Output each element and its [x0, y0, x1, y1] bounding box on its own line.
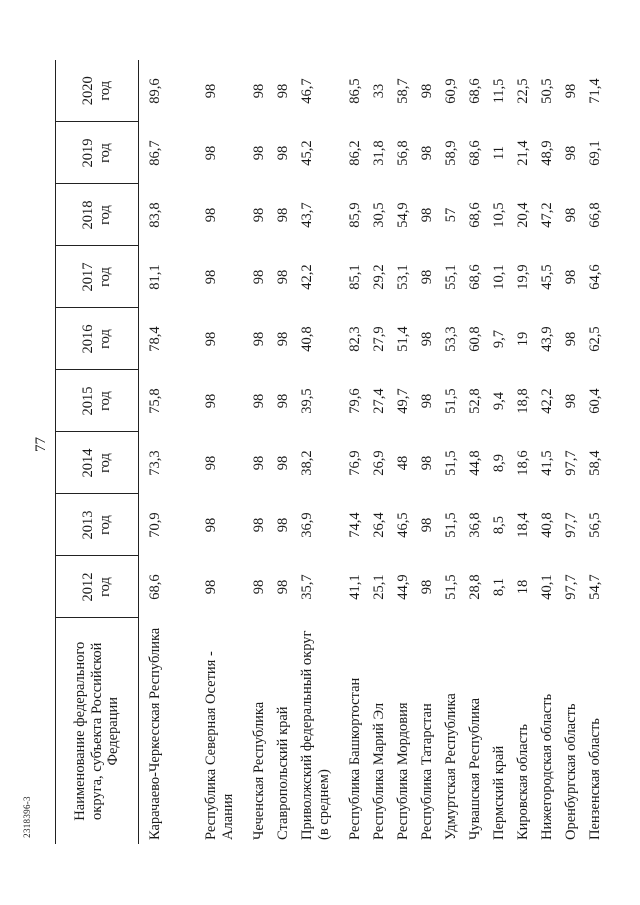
- value-cell: 60,4: [587, 388, 603, 414]
- table-header-row: [56, 60, 139, 844]
- value-cell: 98: [251, 579, 267, 595]
- value-cell: 43,9: [539, 326, 555, 352]
- value-cell: 98: [203, 393, 219, 409]
- value-cell: 27,4: [371, 388, 387, 414]
- value-cell: 98: [251, 207, 267, 223]
- value-cell: 49,7: [395, 388, 411, 414]
- value-cell: 8,1: [491, 577, 507, 597]
- value-cell: 81,1: [147, 264, 163, 290]
- value-cell: 98: [275, 331, 291, 347]
- value-cell: 98: [563, 269, 579, 285]
- value-cell: 26,9: [371, 450, 387, 476]
- value-cell: 98: [251, 269, 267, 285]
- value-cell: 98: [203, 207, 219, 223]
- value-cell: 52,8: [467, 388, 483, 414]
- value-cell: 25,1: [371, 574, 387, 600]
- value-cell: 70,9: [147, 512, 163, 538]
- value-cell: 28,8: [467, 574, 483, 600]
- value-cell: 27,9: [371, 326, 387, 352]
- value-cell: 22,5: [515, 78, 531, 104]
- table-row: [275, 60, 299, 844]
- value-cell: 68,6: [467, 202, 483, 228]
- value-cell: 40,8: [539, 512, 555, 538]
- region-name: Нижегородская область: [539, 693, 555, 840]
- region-name: Республика Марий Эл: [371, 702, 387, 840]
- value-cell: 86,5: [347, 78, 363, 104]
- region-name: Чеченская Республика: [251, 701, 267, 840]
- region-name: Ставропольский край: [275, 706, 291, 840]
- header-year: 2018 год: [56, 184, 139, 246]
- value-cell: 56,8: [395, 140, 411, 166]
- value-cell: 42,2: [299, 264, 315, 290]
- value-cell: 51,5: [443, 388, 459, 414]
- table-row: [251, 60, 275, 844]
- table-row: [395, 60, 419, 844]
- value-cell: 11: [491, 146, 507, 160]
- value-cell: 68,6: [147, 574, 163, 600]
- value-cell: 85,1: [347, 264, 363, 290]
- value-cell: 36,9: [299, 512, 315, 538]
- value-cell: 98: [419, 145, 435, 161]
- value-cell: 45,2: [299, 140, 315, 166]
- value-cell: 76,9: [347, 450, 363, 476]
- value-cell: 31,8: [371, 140, 387, 166]
- table-row: [491, 60, 515, 844]
- value-cell: 98: [203, 455, 219, 471]
- value-cell: 97,7: [563, 512, 579, 538]
- value-cell: 98: [203, 331, 219, 347]
- value-cell: 98: [203, 269, 219, 285]
- region-name: Кировская область: [515, 723, 531, 840]
- value-cell: 98: [563, 83, 579, 99]
- table-row: [539, 60, 563, 844]
- region-name: Республика Башкортостан: [347, 677, 363, 840]
- value-cell: 98: [275, 455, 291, 471]
- value-cell: 33: [371, 83, 387, 99]
- value-cell: 18: [515, 579, 531, 595]
- value-cell: 18,6: [515, 450, 531, 476]
- table-row: [299, 60, 347, 844]
- value-cell: 46,5: [395, 512, 411, 538]
- value-cell: 98: [251, 331, 267, 347]
- value-cell: 74,4: [347, 512, 363, 538]
- table-row: [467, 60, 491, 844]
- value-cell: 98: [203, 83, 219, 99]
- value-cell: 98: [275, 393, 291, 409]
- value-cell: 60,9: [443, 78, 459, 104]
- value-cell: 71,4: [587, 78, 603, 104]
- header-year: 2019 год: [56, 122, 139, 184]
- value-cell: 98: [563, 331, 579, 347]
- value-cell: 10,1: [491, 264, 507, 290]
- value-cell: 98: [275, 269, 291, 285]
- value-cell: 26,4: [371, 512, 387, 538]
- value-cell: 46,7: [299, 78, 315, 104]
- value-cell: 18,8: [515, 388, 531, 414]
- value-cell: 51,5: [443, 574, 459, 600]
- value-cell: 98: [275, 145, 291, 161]
- value-cell: 66,8: [587, 202, 603, 228]
- header-year: 2017 год: [56, 246, 139, 308]
- value-cell: 98: [563, 393, 579, 409]
- value-cell: 58,7: [395, 78, 411, 104]
- value-cell: 41,5: [539, 450, 555, 476]
- region-name: Пензенская область: [587, 718, 603, 840]
- value-cell: 98: [563, 207, 579, 223]
- value-cell: 85,9: [347, 202, 363, 228]
- value-cell: 97,7: [563, 450, 579, 476]
- value-cell: 43,7: [299, 202, 315, 228]
- value-cell: 9,7: [491, 329, 507, 349]
- table-row: [563, 60, 587, 844]
- value-cell: 75,8: [147, 388, 163, 414]
- value-cell: 68,6: [467, 78, 483, 104]
- value-cell: 54,9: [395, 202, 411, 228]
- value-cell: 98: [203, 145, 219, 161]
- value-cell: 55,1: [443, 264, 459, 290]
- table-row: [347, 60, 371, 844]
- value-cell: 19: [515, 331, 531, 347]
- header-year: 2016 год: [56, 308, 139, 370]
- table-row: [587, 60, 611, 844]
- value-cell: 50,5: [539, 78, 555, 104]
- table-row: [515, 60, 539, 844]
- value-cell: 54,7: [587, 574, 603, 600]
- header-name: Наименование федерального округа, субъекта Российской Федерации: [56, 618, 139, 844]
- value-cell: 82,3: [347, 326, 363, 352]
- value-cell: 73,3: [147, 450, 163, 476]
- region-name: Республика Мордовия: [395, 702, 411, 840]
- value-cell: 48: [395, 455, 411, 471]
- header-year: 2020 год: [56, 60, 139, 122]
- value-cell: 98: [203, 579, 219, 595]
- value-cell: 78,4: [147, 326, 163, 352]
- value-cell: 57: [443, 207, 459, 223]
- header-year: 2013 год: [56, 494, 139, 556]
- value-cell: 98: [251, 455, 267, 471]
- value-cell: 98: [251, 145, 267, 161]
- value-cell: 98: [251, 517, 267, 533]
- value-cell: 98: [275, 517, 291, 533]
- value-cell: 98: [251, 393, 267, 409]
- value-cell: 86,2: [347, 140, 363, 166]
- value-cell: 98: [275, 83, 291, 99]
- value-cell: 8,5: [491, 515, 507, 535]
- value-cell: 38,2: [299, 450, 315, 476]
- value-cell: 21,4: [515, 140, 531, 166]
- value-cell: 58,9: [443, 140, 459, 166]
- value-cell: 44,9: [395, 574, 411, 600]
- table-area: [55, 60, 603, 844]
- value-cell: 98: [419, 83, 435, 99]
- value-cell: 98: [419, 331, 435, 347]
- document-code: 2318396-3: [21, 796, 32, 838]
- value-cell: 98: [419, 393, 435, 409]
- value-cell: 36,8: [467, 512, 483, 538]
- value-cell: 86,7: [147, 140, 163, 166]
- header-year: 2014 год: [56, 432, 139, 494]
- value-cell: 98: [419, 517, 435, 533]
- value-cell: 69,1: [587, 140, 603, 166]
- value-cell: 51,5: [443, 450, 459, 476]
- value-cell: 98: [419, 207, 435, 223]
- value-cell: 68,6: [467, 140, 483, 166]
- region-name: Республика Татарстан: [419, 703, 435, 840]
- table-row: [139, 60, 204, 844]
- region-name: Карачаево-Черкесская Республика: [147, 627, 163, 840]
- value-cell: 11,5: [491, 78, 507, 104]
- value-cell: 98: [203, 517, 219, 533]
- region-name: Республика Северная Осетия - Алания: [203, 651, 236, 840]
- value-cell: 68,6: [467, 264, 483, 290]
- value-cell: 47,2: [539, 202, 555, 228]
- value-cell: 44,8: [467, 450, 483, 476]
- rotated-table-container: [55, 60, 603, 844]
- table-row: [203, 60, 251, 844]
- value-cell: 62,5: [587, 326, 603, 352]
- table-row: [419, 60, 443, 844]
- value-cell: 9,4: [491, 391, 507, 411]
- value-cell: 20,4: [515, 202, 531, 228]
- value-cell: 51,5: [443, 512, 459, 538]
- value-cell: 19,9: [515, 264, 531, 290]
- value-cell: 98: [563, 145, 579, 161]
- value-cell: 98: [419, 455, 435, 471]
- header-year: 2015 год: [56, 370, 139, 432]
- data-table: [55, 60, 611, 844]
- region-name: Чувашская Республика: [467, 697, 483, 840]
- page-number: 77: [33, 437, 49, 452]
- region-name: Пермский край: [491, 745, 507, 840]
- value-cell: 98: [419, 269, 435, 285]
- value-cell: 58,4: [587, 450, 603, 476]
- value-cell: 40,1: [539, 574, 555, 600]
- value-cell: 98: [275, 579, 291, 595]
- value-cell: 79,6: [347, 388, 363, 414]
- value-cell: 35,7: [299, 574, 315, 600]
- value-cell: 51,4: [395, 326, 411, 352]
- value-cell: 39,5: [299, 388, 315, 414]
- header-year: 2012 год: [56, 556, 139, 618]
- value-cell: 40,8: [299, 326, 315, 352]
- value-cell: 29,2: [371, 264, 387, 290]
- region-name: Оренбургская область: [563, 703, 579, 840]
- value-cell: 98: [251, 83, 267, 99]
- value-cell: 98: [419, 579, 435, 595]
- region-name: Приволжский федеральный округ (в среднем): [299, 630, 332, 840]
- value-cell: 56,5: [587, 512, 603, 538]
- value-cell: 60,8: [467, 326, 483, 352]
- region-name: Удмуртская Республика: [443, 693, 459, 840]
- value-cell: 18,4: [515, 512, 531, 538]
- value-cell: 48,9: [539, 140, 555, 166]
- value-cell: 53,1: [395, 264, 411, 290]
- value-cell: 83,8: [147, 202, 163, 228]
- value-cell: 30,5: [371, 202, 387, 228]
- value-cell: 42,2: [539, 388, 555, 414]
- value-cell: 41,1: [347, 574, 363, 600]
- value-cell: 45,5: [539, 264, 555, 290]
- value-cell: 53,3: [443, 326, 459, 352]
- value-cell: 89,6: [147, 78, 163, 104]
- value-cell: 10,5: [491, 202, 507, 228]
- table-row: [443, 60, 467, 844]
- table-row: [371, 60, 395, 844]
- value-cell: 8,9: [491, 453, 507, 473]
- value-cell: 97,7: [563, 574, 579, 600]
- value-cell: 98: [275, 207, 291, 223]
- value-cell: 64,6: [587, 264, 603, 290]
